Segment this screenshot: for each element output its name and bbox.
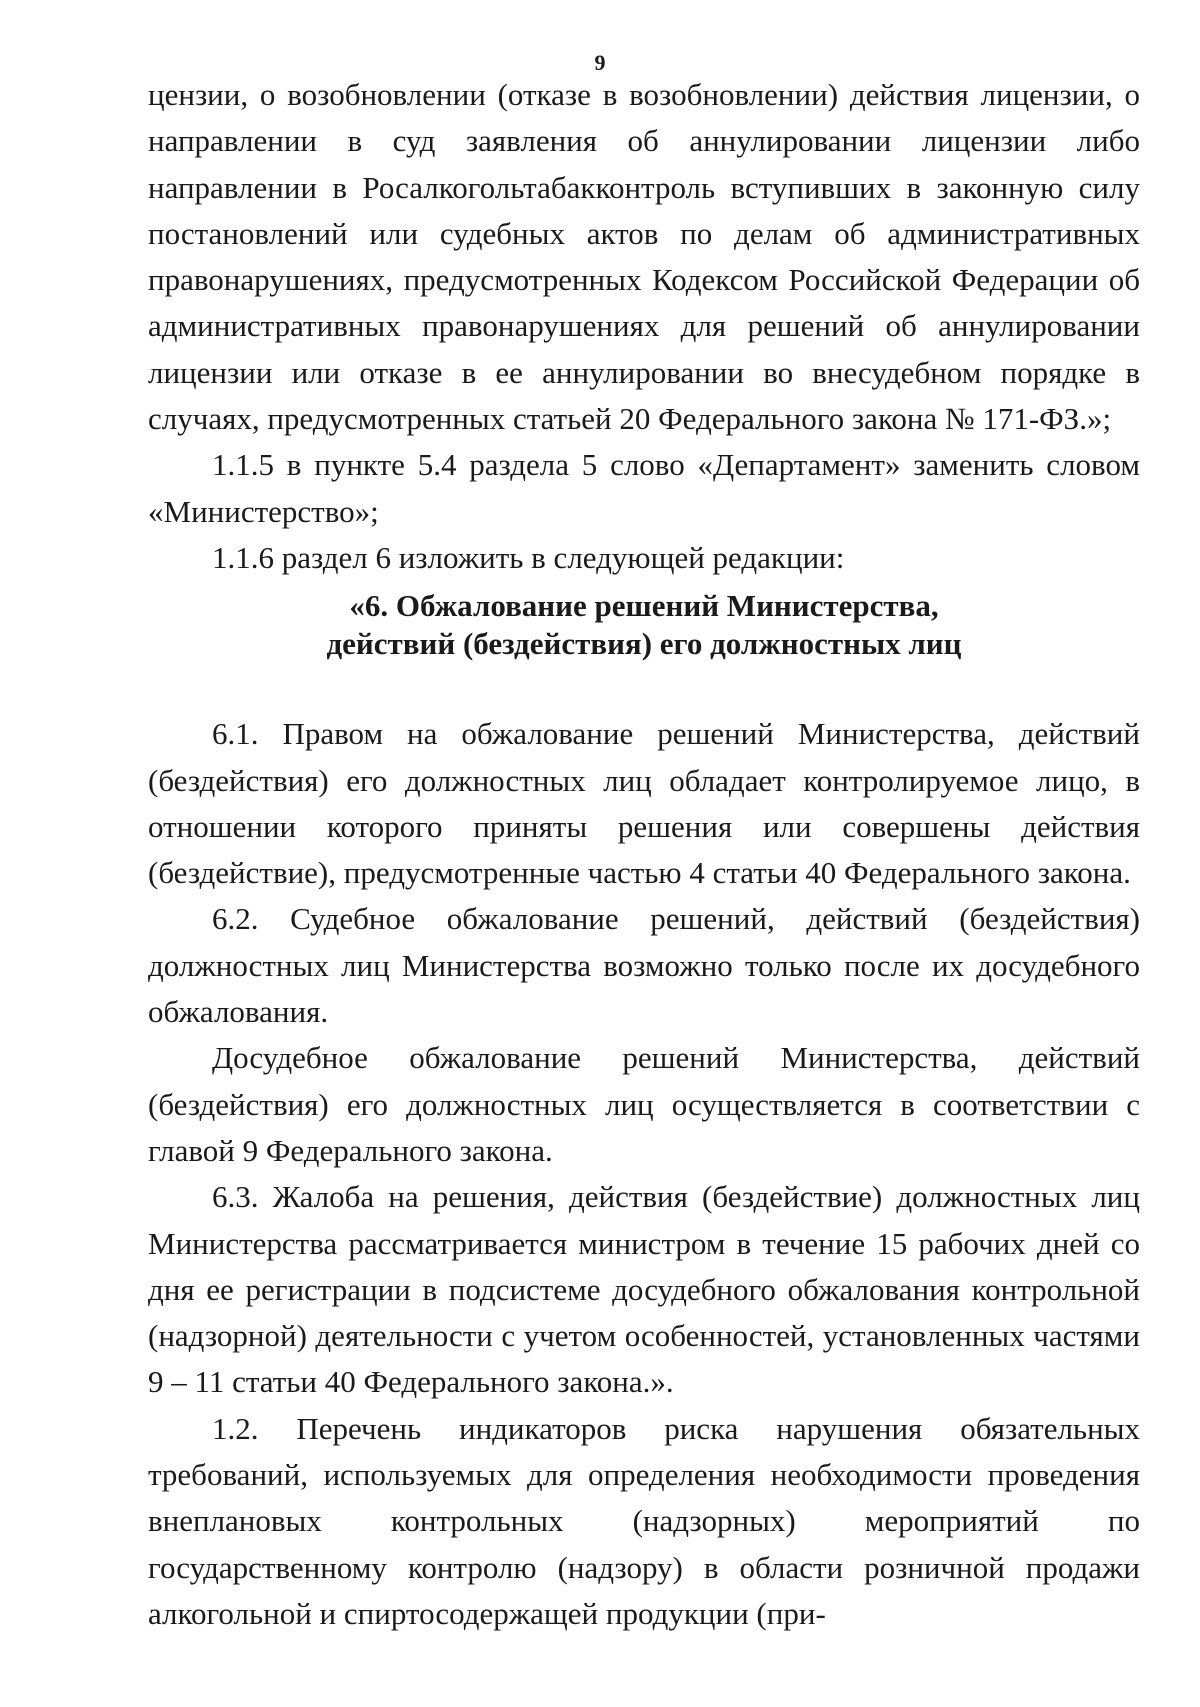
paragraph-1-1-6: 1.1.6 раздел 6 изложить в следующей редакции: xyxy=(212,539,845,575)
paragraph-1-2: 1.2. Перечень индикаторов риска нарушения обязательных требований, используемых для определения необходимости проведения внеплановых контрольных (надзорных) мероприятий по государственному контролю (надзору) в области розничной продажи алкогольной и спиртосодержащей продукции (при- xyxy=(148,1410,1140,1631)
paragraph-6-2: 6.2. Судебное обжалование решений, действий (бездействия) должностных лиц Министерства возможно только после их досудебного обжалования. xyxy=(148,901,1140,1030)
page-number: 9 xyxy=(594,50,606,75)
paragraph-6-2-pretrial: Досудебное обжалование решений Министерства, действий (бездействия) его должностных лиц осуществляется в соответствии с главой 9 Федерального закона. xyxy=(148,1040,1140,1168)
paragraph-6-3: 6.3. Жалоба на решения, действия (бездействие) должностных лиц Министерства рассматривается министром в течение 15 рабочих дней со дня ее регистрации в подсистеме досудебного обжалования контрольной (надзорной) деятельности с учетом особенностей, установленных частями 9 – 11 статьи 40 Федерального закона.». xyxy=(148,1179,1140,1400)
section-heading xyxy=(148,587,1140,663)
heading-spacer xyxy=(148,663,1140,711)
paragraph-1-1-5: 1.1.5 в пункте 5.4 раздела 5 слово «Департамент» заменить словом «Министерство»; xyxy=(148,447,1140,529)
section-heading-line-1: «6. Обжалование решений Министерства, xyxy=(349,588,939,624)
section-heading-line-2: действий (бездействия) его должностных лиц xyxy=(326,626,962,662)
paragraph-intro: цензии, о возобновлении (отказе в возобновлении) действия лицензии, о направлении в суд заявления об аннулировании лицензии либо направлении в Росалкогольтабакконтроль вступивших в законную силу постановлений или судебных актов по делам об административных правонарушениях, предусмотренных Кодексом Российской Федерации об административных правонарушениях для решений об аннулировании лицензии или отказе в ее аннулировании во внесудебном порядке в случаях, предусмотренных статьей 20 Федерального закона № 171-ФЗ.»; xyxy=(148,77,1140,437)
document-page xyxy=(148,72,1140,1637)
paragraph-6-1: 6.1. Правом на обжалование решений Министерства, действий (бездействия) его должностных лиц обладает контролируемое лицо, в отношении которого приняты решения или совершены действия (бездействие), предусмотренные частью 4 статьи 40 Федерального закона. xyxy=(148,716,1140,891)
